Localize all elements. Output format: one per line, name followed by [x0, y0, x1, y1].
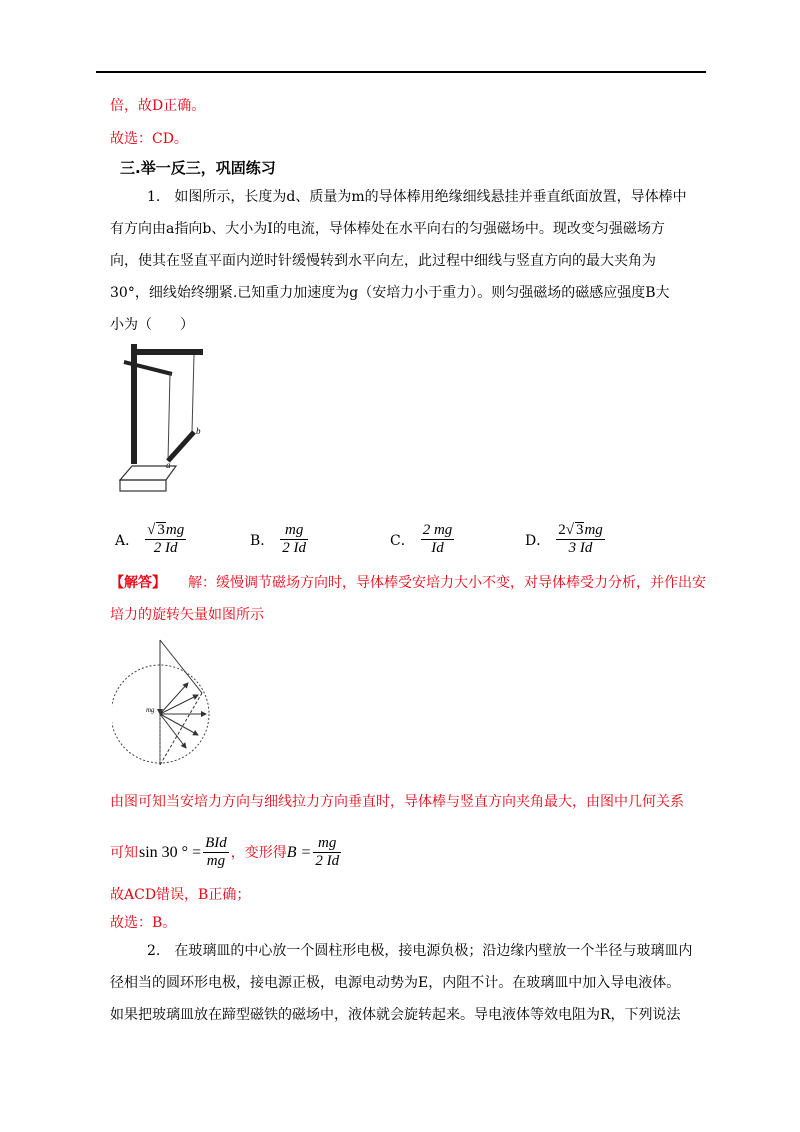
- thread-left: [168, 373, 170, 461]
- q1-line-4: 30°，细线始终绷紧.已知重力加速度为g（安培力小于重力）。则匀强磁场的磁感应强度B大: [110, 285, 670, 301]
- header-rule: [96, 71, 706, 73]
- conductor-rod: [168, 432, 194, 461]
- option-c[interactable]: C． $\frac{2 mg}{Id}$: [390, 522, 453, 556]
- line-answer-cd: 故选：CD。: [110, 131, 188, 147]
- answer-line-5: 故ACD错误，B正确；: [110, 887, 251, 903]
- answer-line-2: 培力的旋转矢量如图所示: [110, 607, 264, 623]
- q2-line-3: 如果把玻璃皿放在蹄型磁铁的磁场中，液体就会旋转起来。导电液体等效电阻为R，下列说法: [110, 1007, 681, 1023]
- option-b-fraction: $\frac{mg}{2 Id}$: [282, 522, 307, 556]
- option-a[interactable]: A． $\frac{√ 3mg}{2 Id}$: [115, 522, 185, 556]
- label-b: b: [196, 426, 201, 436]
- line-d-correct: 倍，故D正确。: [110, 98, 206, 114]
- rotating-vector-figure: [112, 635, 222, 775]
- q1-line-2: 有方向由a指向b、大小为I的电流，导体棒处在水平向右的匀强磁场中。现改变匀强磁场方: [110, 221, 665, 237]
- tension-line-upper: [160, 640, 202, 693]
- formula-line: 可知 sin 30 ° = $\frac{\text{BId}}{mg}$ ，变形得 B = $\frac{mg}{2 Id}$: [110, 835, 340, 869]
- ampere-vector-1: [160, 683, 188, 714]
- option-d[interactable]: D． $\frac{2√ 3mg}{3 Id}$: [525, 522, 603, 556]
- answer-line-3: 由图可知当安培力方向与细线拉力方向垂直时，导体棒与竖直方向夹角最大，由图中几何关系: [110, 794, 684, 810]
- label-mg: mg: [146, 706, 155, 714]
- option-c-fraction: $\frac{2 mg}{Id}$: [422, 522, 453, 556]
- option-d-fraction: $\frac{2√ 3mg}{3 Id}$: [558, 522, 603, 556]
- section-heading: 三.举一反三，巩固练习: [120, 159, 276, 177]
- formula-fraction-2: $\frac{mg}{2 Id}$: [315, 835, 340, 869]
- stand-top-arm: [131, 349, 203, 355]
- q1-line-3: 向，使其在竖直平面内逆时针缓慢转到水平向左，此过程中细线与竖直方向的最大夹角为: [110, 253, 656, 269]
- answer-label: 【解答】: [110, 575, 166, 591]
- q1-line-5: 小为（ ）: [110, 317, 194, 333]
- answer-line-1: 解：缓慢调节磁场方向时，导体棒受安培力大小不变，对导体棒受力分析，并作出安: [188, 575, 706, 591]
- stand-base-front: [120, 480, 166, 491]
- b-equals: B =: [286, 843, 312, 861]
- option-b[interactable]: B． $\frac{mg}{2 Id}$: [250, 522, 307, 556]
- q2-line-1: 2. 在玻璃皿的中心放一个圆柱形电极，接电源负极；沿边缘内壁放一个半径与玻璃皿内: [147, 943, 693, 959]
- formula-fraction-1: $\frac{\text{BId}}{mg}$: [205, 835, 227, 869]
- ampere-vector-2: [160, 695, 198, 714]
- stand-apparatus-figure: [110, 340, 205, 495]
- sin-expression: sin 30 ° =: [139, 843, 202, 861]
- q2-line-2: 径相当的圆环形电极，接电源正极，电源电动势为E，内阻不计。在玻璃皿中加入导电液体。: [110, 975, 681, 991]
- thread-right: [192, 355, 194, 432]
- q1-line-1: 1. 如图所示，长度为d、质量为m的导体棒用绝缘细线悬挂并垂直纸面放置，导体棒中: [147, 189, 687, 205]
- option-a-fraction: $\frac{√ 3mg}{2 Id}$: [147, 522, 185, 556]
- answer-line-6: 故选：B。: [110, 915, 177, 931]
- label-a: a: [166, 460, 171, 470]
